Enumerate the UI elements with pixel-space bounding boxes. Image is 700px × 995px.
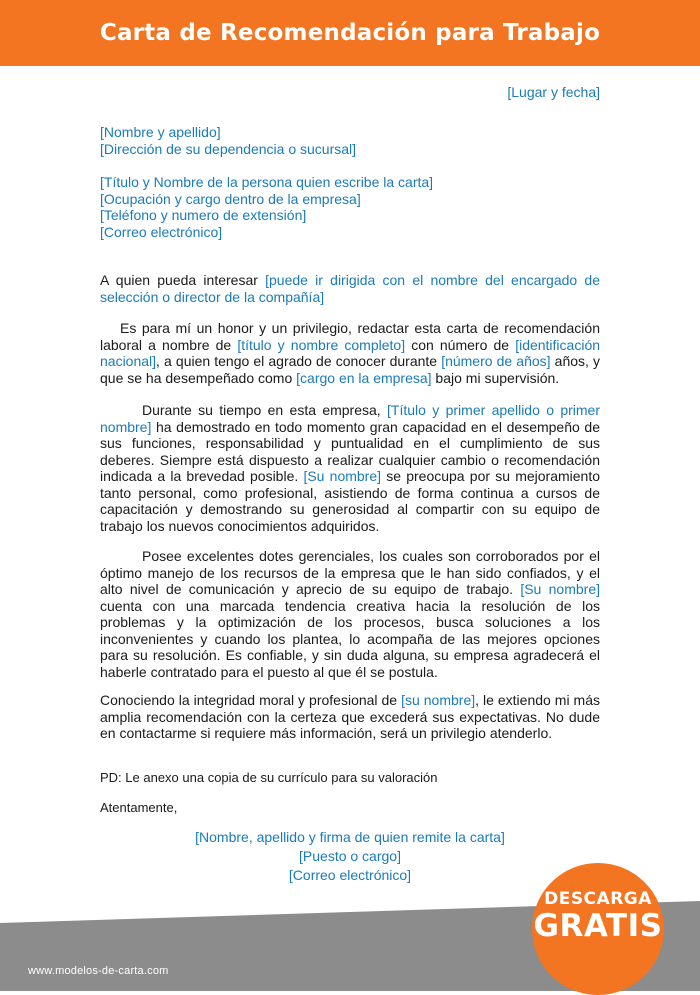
paragraph-2 (100, 402, 600, 534)
p4-text-2: , le extiendo mi más amplia recomendación con la certeza que excederá sus expectativas. No dude en contactarme si requiere más información, será un privilegio atenderlo. (100, 692, 601, 741)
p2-placeholder-name: [Su nombre] (303, 468, 382, 484)
greeting-placeholder: [puede ir dirigida con el nombre del encargado de selección o director de la compañía] (100, 272, 600, 305)
sender-name: [Título y Nombre de la persona quien escribe la carta] (100, 174, 434, 190)
p2-text-2: ha demostrado en todo momento gran capacidad en el desempeño de sus funciones, responsabilidad y puntualidad en el cumplimiento de sus deberes. Siempre está dispuesto a realizar cualquier cambio o recomendación indicada a la brevedad posible. (100, 418, 600, 484)
footer-website[interactable]: www.modelos-de-carta.com (28, 965, 169, 977)
place-date: [Lugar y fecha] (507, 84, 600, 100)
download-badge[interactable] (532, 863, 664, 995)
signature-position: [Puesto o cargo] (299, 848, 401, 864)
p1-text-3: , a quien tengo el agrado de conocer durante (156, 353, 442, 369)
p1-placeholder-id: [identificación nacional] (100, 336, 601, 369)
p1-placeholder-title-name: [título y nombre completo] (237, 336, 406, 353)
paragraph-1 (100, 320, 600, 386)
recipient-address: [Dirección de su dependencia o sucursal] (100, 140, 357, 157)
recipient-block (100, 124, 356, 157)
sender-occupation: [Ocupación y cargo dentro de la empresa] (100, 190, 361, 207)
p3-text-2: cuenta con una marcada tendencia creativa hacia la resolución de los problemas y la optimización de los procesos, busca soluciones a los inconvenientes y cuando los plantea, lo acompaña de las mejores opciones para su resolución. Es confiable, y sin duda alguna, su empresa agradecerá el haberle contratado para el puesto al que él se postula. (100, 597, 600, 680)
signature-name: [Nombre, apellido y firma de quien remite la carta] (195, 829, 505, 845)
p3-placeholder-name: [Su nombre] (520, 581, 600, 597)
p3-text-1: Posee excelentes dotes gerenciales, los cuales son corroborados por el óptimo manejo de los recursos de la empresa que le han sido confiados, y el alto nivel de comunicación y aprecio de su equipo de trabajo. (100, 548, 600, 597)
badge-bottom-text: GRATIS (533, 908, 663, 944)
postscript: PD: Le anexo una copia de su currículo para su valoración (100, 770, 438, 785)
signature-email: [Correo electrónico] (288, 867, 412, 883)
p1-placeholder-position: [cargo en la empresa] (296, 369, 432, 386)
p1-text-1: Es para mí un honor y un privilegio, redactar esta carta de recomendación laboral a nombre de (100, 320, 600, 353)
p1-placeholder-years: [número de años] (441, 353, 551, 369)
p2-text-3: se preocupa por su mejoramiento tanto personal, como profesional, asistiendo de forma continua a cursos de capacitación y demostrando su generosidad al compartir con su equipo de trabajo los nuevos conocimientos adquiridos. (100, 468, 601, 534)
p2-placeholder-title-name: [Título y primer apellido o primer nombre] (100, 402, 600, 435)
sender-email: [Correo electrónico] (100, 223, 223, 240)
header-bar (0, 0, 700, 66)
closing: Atentamente, (100, 800, 178, 815)
badge-top-text: DESCARGA (544, 889, 652, 909)
p4-placeholder-name: [su nombre] (401, 692, 476, 708)
sender-phone: [Teléfono y numero de extensión] (100, 207, 307, 223)
sender-block (100, 174, 433, 240)
greeting-text: A quien pueda interesar (100, 272, 266, 288)
p4-text-1: Conociendo la integridad moral y profesional de (100, 692, 402, 708)
p1-text-5: bajo mi supervisión. (431, 369, 560, 386)
p2-text-1: Durante su tiempo en esta empresa, (142, 402, 388, 418)
p1-text-2: con número de (405, 336, 516, 353)
recipient-name: [Nombre y apellido] (100, 124, 221, 140)
paragraph-4 (100, 692, 600, 742)
paragraph-3 (100, 548, 600, 680)
greeting (100, 272, 600, 305)
p1-text-4: años, y que se ha desempeñado como (100, 353, 600, 386)
page-title: Carta de Recomendación para Trabajo (99, 20, 601, 46)
